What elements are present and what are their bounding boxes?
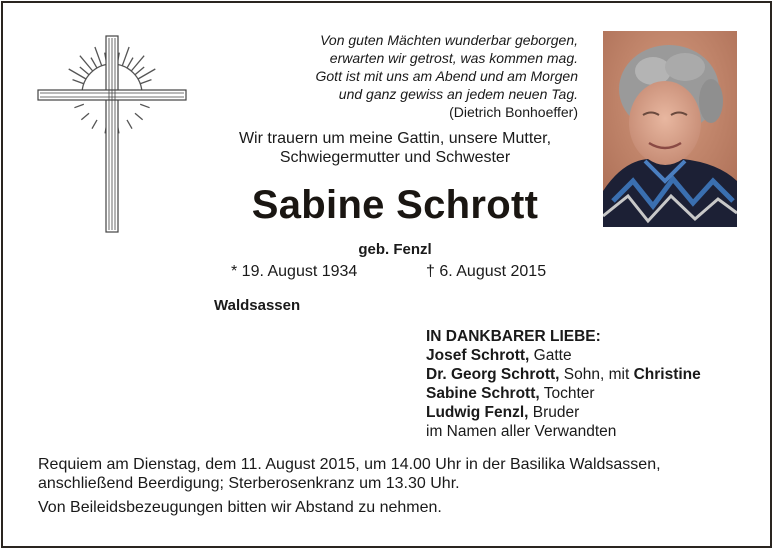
cross-sun-icon: [36, 28, 188, 234]
birth-date: * 19. August 1934: [231, 263, 358, 280]
mourner-relation: Bruder: [528, 404, 580, 421]
service-line: Requiem am Dienstag, dem 11. August 2015, um 14.00 Uhr in der Basilika Waldsassen,: [38, 456, 661, 473]
intro-line: Wir trauern um meine Gattin, unsere Mutter,: [238, 130, 552, 147]
poem-author: (Dietrich Bonhoeffer): [449, 104, 578, 120]
poem-line: und ganz gewiss an jedem neuen Tag.: [338, 86, 578, 102]
poem-line: Gott ist mit uns am Abend und am Morgen: [315, 68, 578, 84]
mourner-relation: Sohn, mit: [559, 366, 634, 383]
service-info: [38, 455, 748, 493]
birth-name: geb. Fenzl: [358, 241, 432, 258]
mourner-row: [426, 403, 701, 422]
mourner-name: Josef Schrott,: [426, 347, 530, 364]
mourner-name: Ludwig Fenzl,: [426, 404, 529, 421]
mourner-relation: im Namen aller Verwandten: [426, 423, 617, 440]
mourner-row: [426, 384, 701, 403]
poem: [230, 31, 578, 121]
mourner-name: Sabine Schrott,: [426, 385, 540, 402]
service-line: anschließend Beerdigung; Sterberosenkranz um 13.30 Uhr.: [38, 475, 460, 492]
intro-text: [190, 129, 600, 167]
intro-line: Schwiegermutter und Schwester: [279, 149, 511, 166]
mourner-relation: Gatte: [529, 347, 572, 364]
deceased-name: Sabine Schrott: [251, 183, 539, 227]
mourner-name: Christine: [633, 366, 701, 383]
portrait-photo: [603, 31, 737, 227]
mourner-row: [426, 365, 701, 384]
poem-line: Von guten Mächten wunderbar geborgen,: [320, 32, 578, 48]
mourner-row: [426, 422, 701, 441]
place: Waldsassen: [214, 297, 301, 314]
mourners-heading: IN DANKBARER LIEBE:: [426, 328, 601, 345]
mourner-row: [426, 346, 701, 365]
mourner-relation: Tochter: [539, 385, 595, 402]
condolence-note: Von Beileidsbezeugungen bitten wir Abstand zu nehmen.: [38, 499, 442, 516]
mourners-list: [426, 327, 701, 441]
mourner-name: Dr. Georg Schrott,: [426, 366, 560, 383]
poem-line: erwarten wir getrost, was kommen mag.: [329, 50, 578, 66]
death-date: † 6. August 2015: [426, 263, 547, 280]
